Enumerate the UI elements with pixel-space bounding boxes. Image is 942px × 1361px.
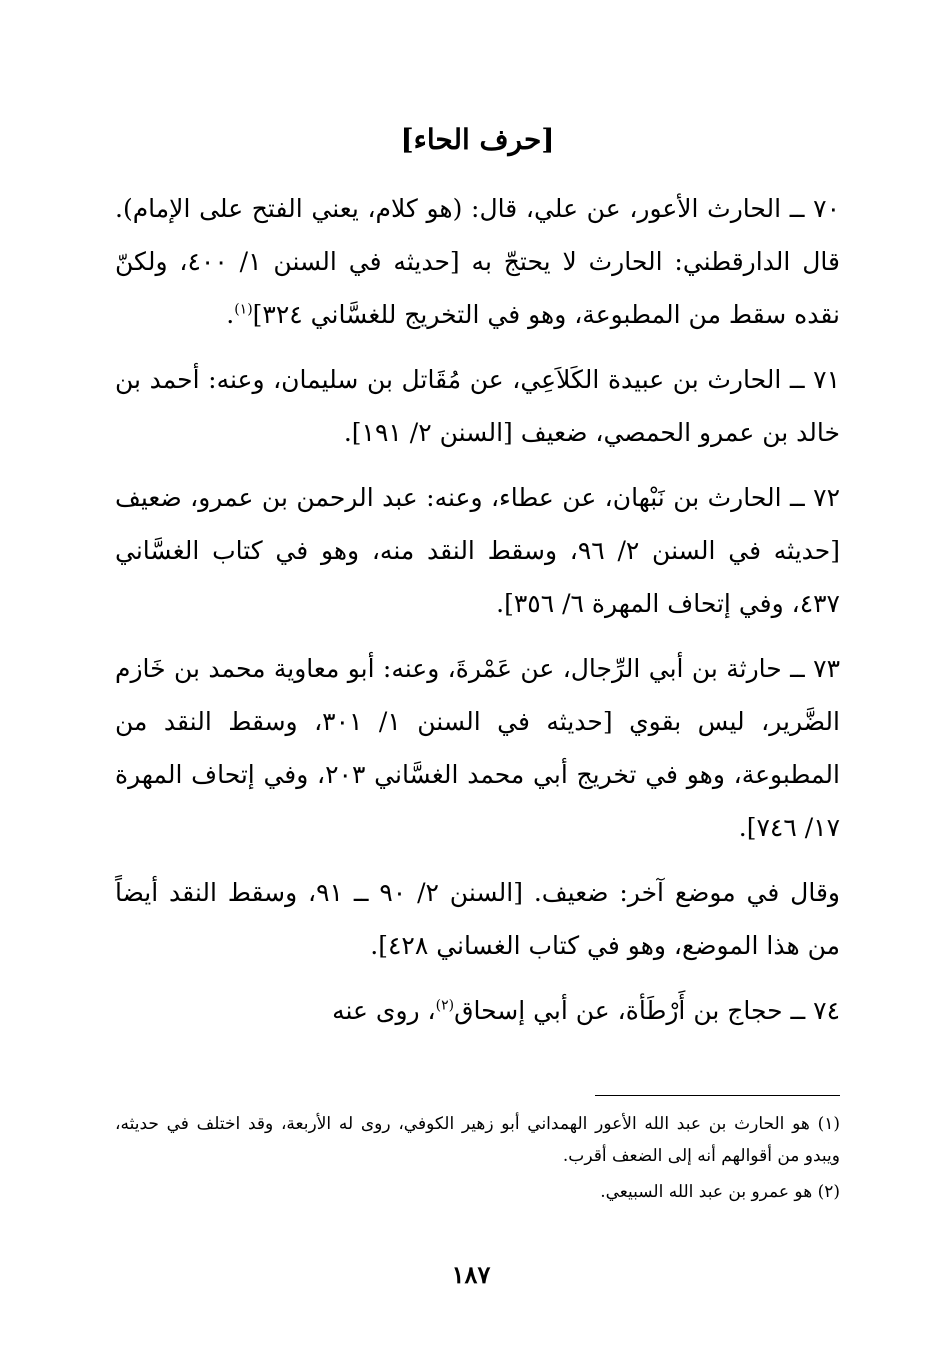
footnotes bbox=[115, 1095, 840, 1212]
page-number: ١٨٧ bbox=[451, 1260, 491, 1289]
entry-70-tail: . bbox=[226, 300, 235, 329]
entry-71 bbox=[115, 353, 840, 459]
entry-74-tail: ، روى عنه bbox=[332, 996, 436, 1025]
footnote-ref-2[interactable]: (٢) bbox=[435, 997, 455, 1014]
entry-73-text: ٧٣ ــ حارثة بن أبي الرِّجال، عن عَمْرةَ، وعنه: أبو معاوية محمد بن خَازم الضَّرير، ليس بقوي [حديثه في السنن ١/ ٣٠١، وسقط النقد من المطبوعة، وهو في تخريج أبي محمد الغسَّاني ٢٠٣، وفي إتحاف المهرة ١٧/ ٧٤٦]. bbox=[115, 654, 840, 842]
entry-70 bbox=[115, 182, 840, 341]
footnote-divider bbox=[595, 1095, 840, 1096]
entry-72-text: ٧٢ ــ الحارث بن نَبْهان، عن عطاء، وعنه: عبد الرحمن بن عمرو، ضعيف [حديثه في السنن ٢/ ٩٦، وسقط النقد منه، وهو في كتاب الغسَّاني ٤٣٧، وفي إتحاف المهرة ٦/ ٣٥٦]. bbox=[115, 483, 840, 618]
page-body bbox=[115, 120, 840, 1049]
entry-74-text: ٧٤ ــ حجاج بن أَرْطَأة، عن أبي إسحاق bbox=[454, 996, 840, 1025]
footnote-1: (١) هو الحارث بن عبد الله الأعور الهمداني أبو زهير الكوفي، روى له الأربعة، وقد اختلف في حديثه، ويبدو من أقوالهم أنه إلى الضعف أقرب. bbox=[115, 1114, 840, 1166]
footnote-2: (٢) هو عمرو بن عبد الله السبيعي. bbox=[600, 1182, 840, 1202]
entry-73-addendum bbox=[115, 866, 840, 972]
entry-72 bbox=[115, 471, 840, 630]
entry-71-text: ٧١ ــ الحارث بن عبيدة الكَلاَعِي، عن مُقَاتل بن سليمان، وعنه: أحمد بن خالد بن عمرو الحمصي، ضعيف [السنن ٢/ ١٩١]. bbox=[115, 365, 840, 447]
entry-74 bbox=[115, 984, 840, 1037]
entry-73 bbox=[115, 642, 840, 854]
footnote-ref-1[interactable]: (١) bbox=[234, 301, 253, 318]
entry-73-addendum-text: وقال في موضع آخر: ضعيف. [السنن ٢/ ٩٠ ــ ٩١، وسقط النقد أيضاً من هذا الموضع، وهو في كتاب الغساني ٤٢٨]. bbox=[115, 878, 840, 960]
entry-70-text: ٧٠ ــ الحارث الأعور، عن علي، قال: (هو كلام، يعني الفتح على الإمام). قال الدارقطني: الحارث لا يحتجّ به [حديثه في السنن ١/ ٤٠٠، ولكنّ نقده سقط من المطبوعة، وهو في التخريج للغسَّاني ٣٢٤] bbox=[115, 194, 840, 329]
section-heading: [حرف الحاء] bbox=[400, 123, 555, 156]
